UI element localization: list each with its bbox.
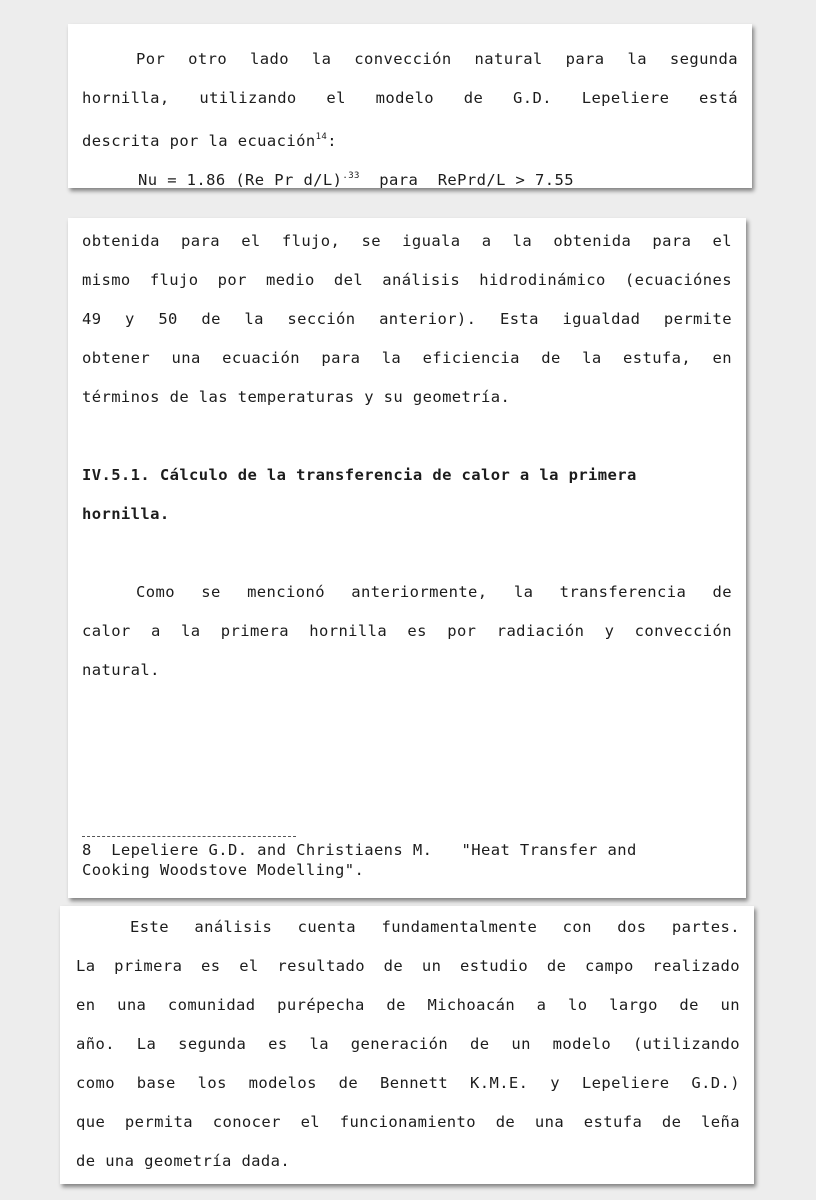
text-line: obtenida para el flujo, se iguala a la obtenida para el: [82, 232, 732, 250]
footnote-line: Cooking Woodstove Modelling".: [82, 861, 365, 879]
text-line: obtener una ecuación para la eficiencia de la estufa, en: [82, 349, 732, 367]
text-line: como base los modelos de Bennett K.M.E. y Lepeliere G.D.): [76, 1074, 740, 1092]
equation-exponent: .33: [342, 171, 360, 181]
text-line: Por otro lado la convección natural para la segunda: [136, 50, 738, 68]
text-line: mismo flujo por medio del análisis hidrodinámico (ecuaciónes: [82, 271, 732, 289]
heading-line: hornilla.: [82, 505, 170, 523]
footnote: [82, 840, 722, 880]
text-line: 49 y 50 de la sección anterior). Esta igualdad permite: [82, 310, 732, 328]
text-line: que permita conocer el funcionamiento de una estufa de leña: [76, 1113, 740, 1131]
text-line: calor a la primera hornilla es por radiación y convección: [82, 622, 732, 640]
page-excerpt-1: [68, 24, 752, 188]
text-line: año. La segunda es la generación de un modelo (utilizando: [76, 1035, 740, 1053]
text-line: términos de las temperaturas y su geometría.: [82, 388, 511, 406]
text-line: Como se mencionó anteriormente, la transferencia de: [136, 583, 732, 601]
text-line: [82, 118, 738, 157]
equation-nusselt: [82, 157, 738, 196]
equation-expression: Nu = 1.86 (Re Pr d/L): [138, 171, 343, 189]
section-heading: [82, 456, 732, 534]
text-line: natural.: [82, 661, 160, 679]
equation-condition: para RePrd/L > 7.55: [359, 171, 574, 189]
text-line: en una comunidad purépecha de Michoacán a lo largo de un: [76, 996, 740, 1014]
text-line-content: descrita por la ecuación: [82, 132, 316, 150]
text-line: hornilla, utilizando el modelo de G.D. Lepeliere está: [82, 89, 738, 107]
footnote-line: 8 Lepeliere G.D. and Christiaens M. "Heat Transfer and: [82, 841, 637, 859]
page-excerpt-2: [68, 218, 746, 898]
page-excerpt-3: [60, 906, 754, 1184]
colon: :: [327, 132, 337, 150]
text-line: Este análisis cuenta fundamentalmente con dos partes.: [130, 918, 740, 936]
text-line: de una geometría dada.: [76, 1152, 291, 1170]
reference-superscript: 14: [315, 132, 328, 142]
footnote-divider: [82, 836, 296, 837]
text-line: La primera es el resultado de un estudio de campo realizado: [76, 957, 740, 975]
heading-line: IV.5.1. Cálculo de la transferencia de calor a la primera: [82, 466, 637, 484]
